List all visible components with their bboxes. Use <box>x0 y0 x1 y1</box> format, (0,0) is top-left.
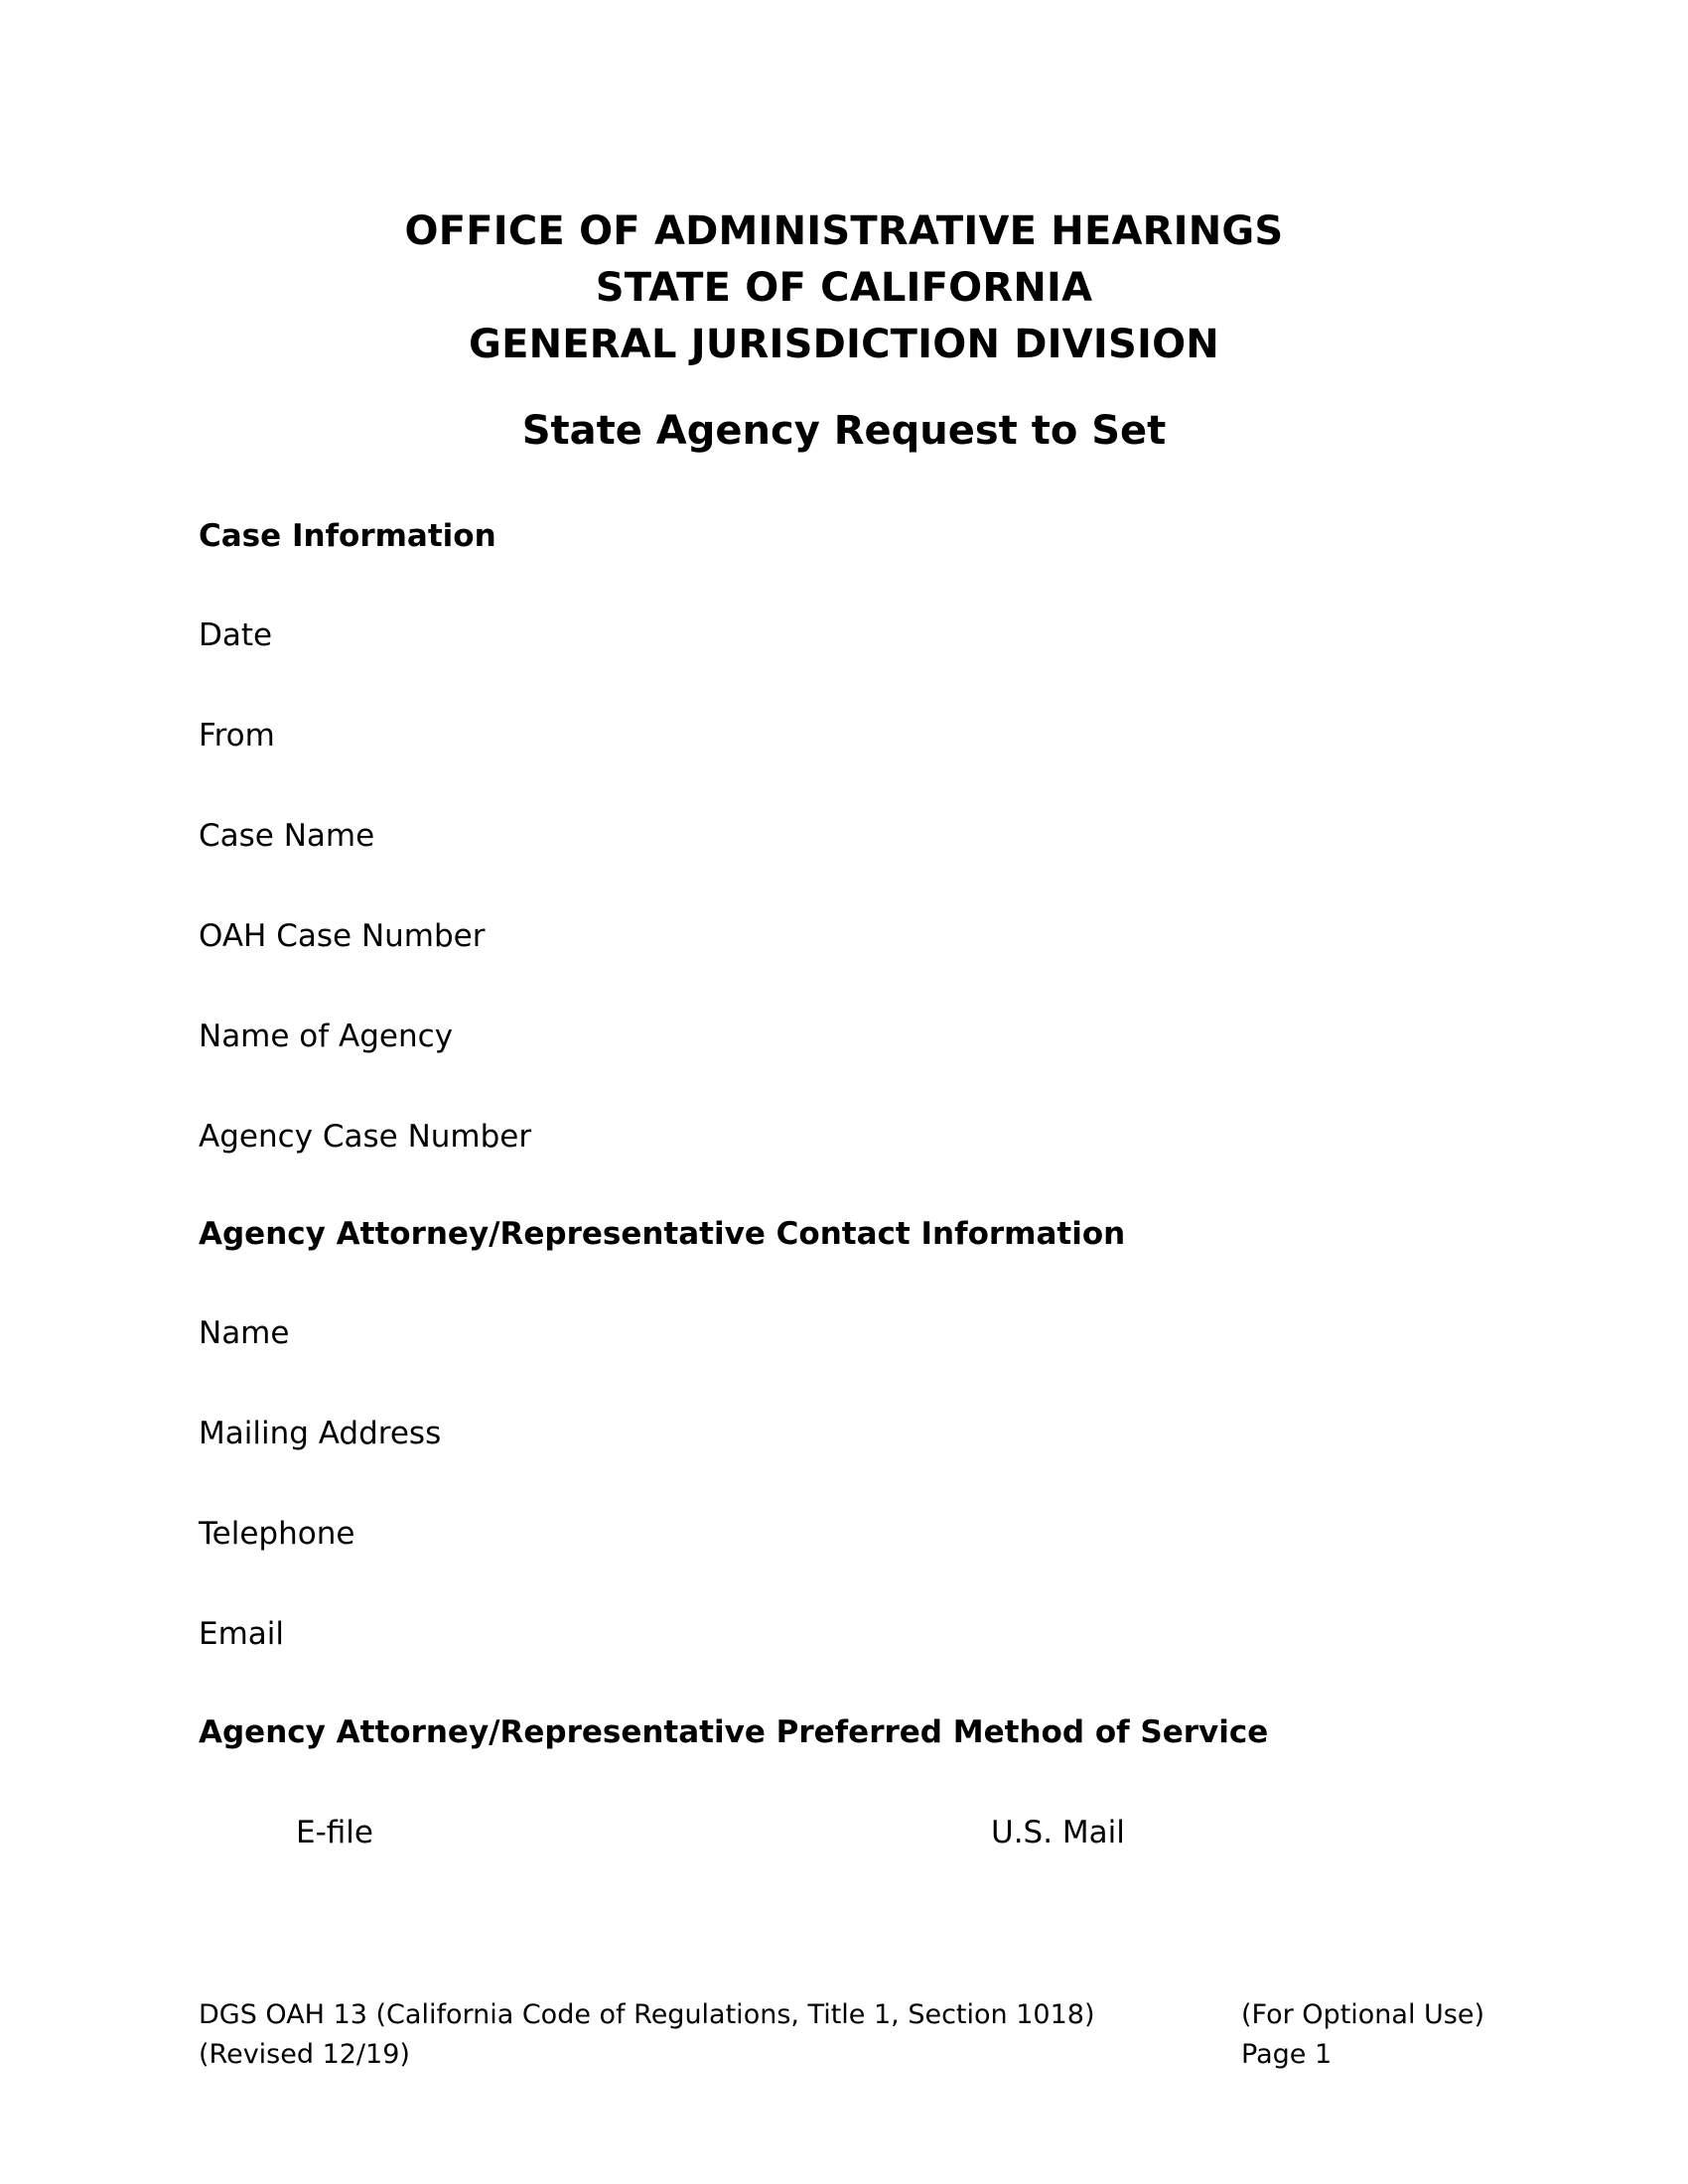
header-division-name: GENERAL JURISDICTION DIVISION <box>469 322 1219 367</box>
field-representative-name: Name <box>199 1315 290 1351</box>
field-oah-case-number: OAH Case Number <box>199 918 486 954</box>
section-contact-information: Agency Attorney/Representative Contact Information <box>199 1216 1126 1252</box>
field-telephone: Telephone <box>199 1516 355 1552</box>
footer-revision-date: (Revised 12/19) <box>199 2039 410 2070</box>
header-office-name: OFFICE OF ADMINISTRATIVE HEARINGS <box>404 208 1284 254</box>
footer-page-number: Page 1 <box>1241 2039 1333 2070</box>
footer-form-code: DGS OAH 13 (California Code of Regulations, Title 1, Section 1018) <box>199 1999 1095 2030</box>
service-option-efile: E-file <box>296 1815 373 1850</box>
field-from: From <box>199 718 275 753</box>
section-case-information: Case Information <box>199 518 496 554</box>
footer-optional-use: (For Optional Use) <box>1241 1999 1485 2030</box>
document-header <box>0 204 1688 373</box>
field-agency-case-number: Agency Case Number <box>199 1119 532 1155</box>
field-email: Email <box>199 1616 285 1652</box>
field-case-name: Case Name <box>199 818 375 854</box>
footer-form-details <box>199 1995 1094 2075</box>
field-date: Date <box>199 617 273 653</box>
footer-page-details <box>1241 1995 1484 2075</box>
field-name-of-agency: Name of Agency <box>199 1019 454 1054</box>
service-option-us-mail: U.S. Mail <box>991 1815 1125 1850</box>
header-state-name: STATE OF CALIFORNIA <box>595 265 1093 311</box>
field-mailing-address: Mailing Address <box>199 1416 442 1451</box>
section-service-method: Agency Attorney/Representative Preferred Method of Service <box>199 1714 1269 1750</box>
form-title: State Agency Request to Set <box>521 408 1167 454</box>
